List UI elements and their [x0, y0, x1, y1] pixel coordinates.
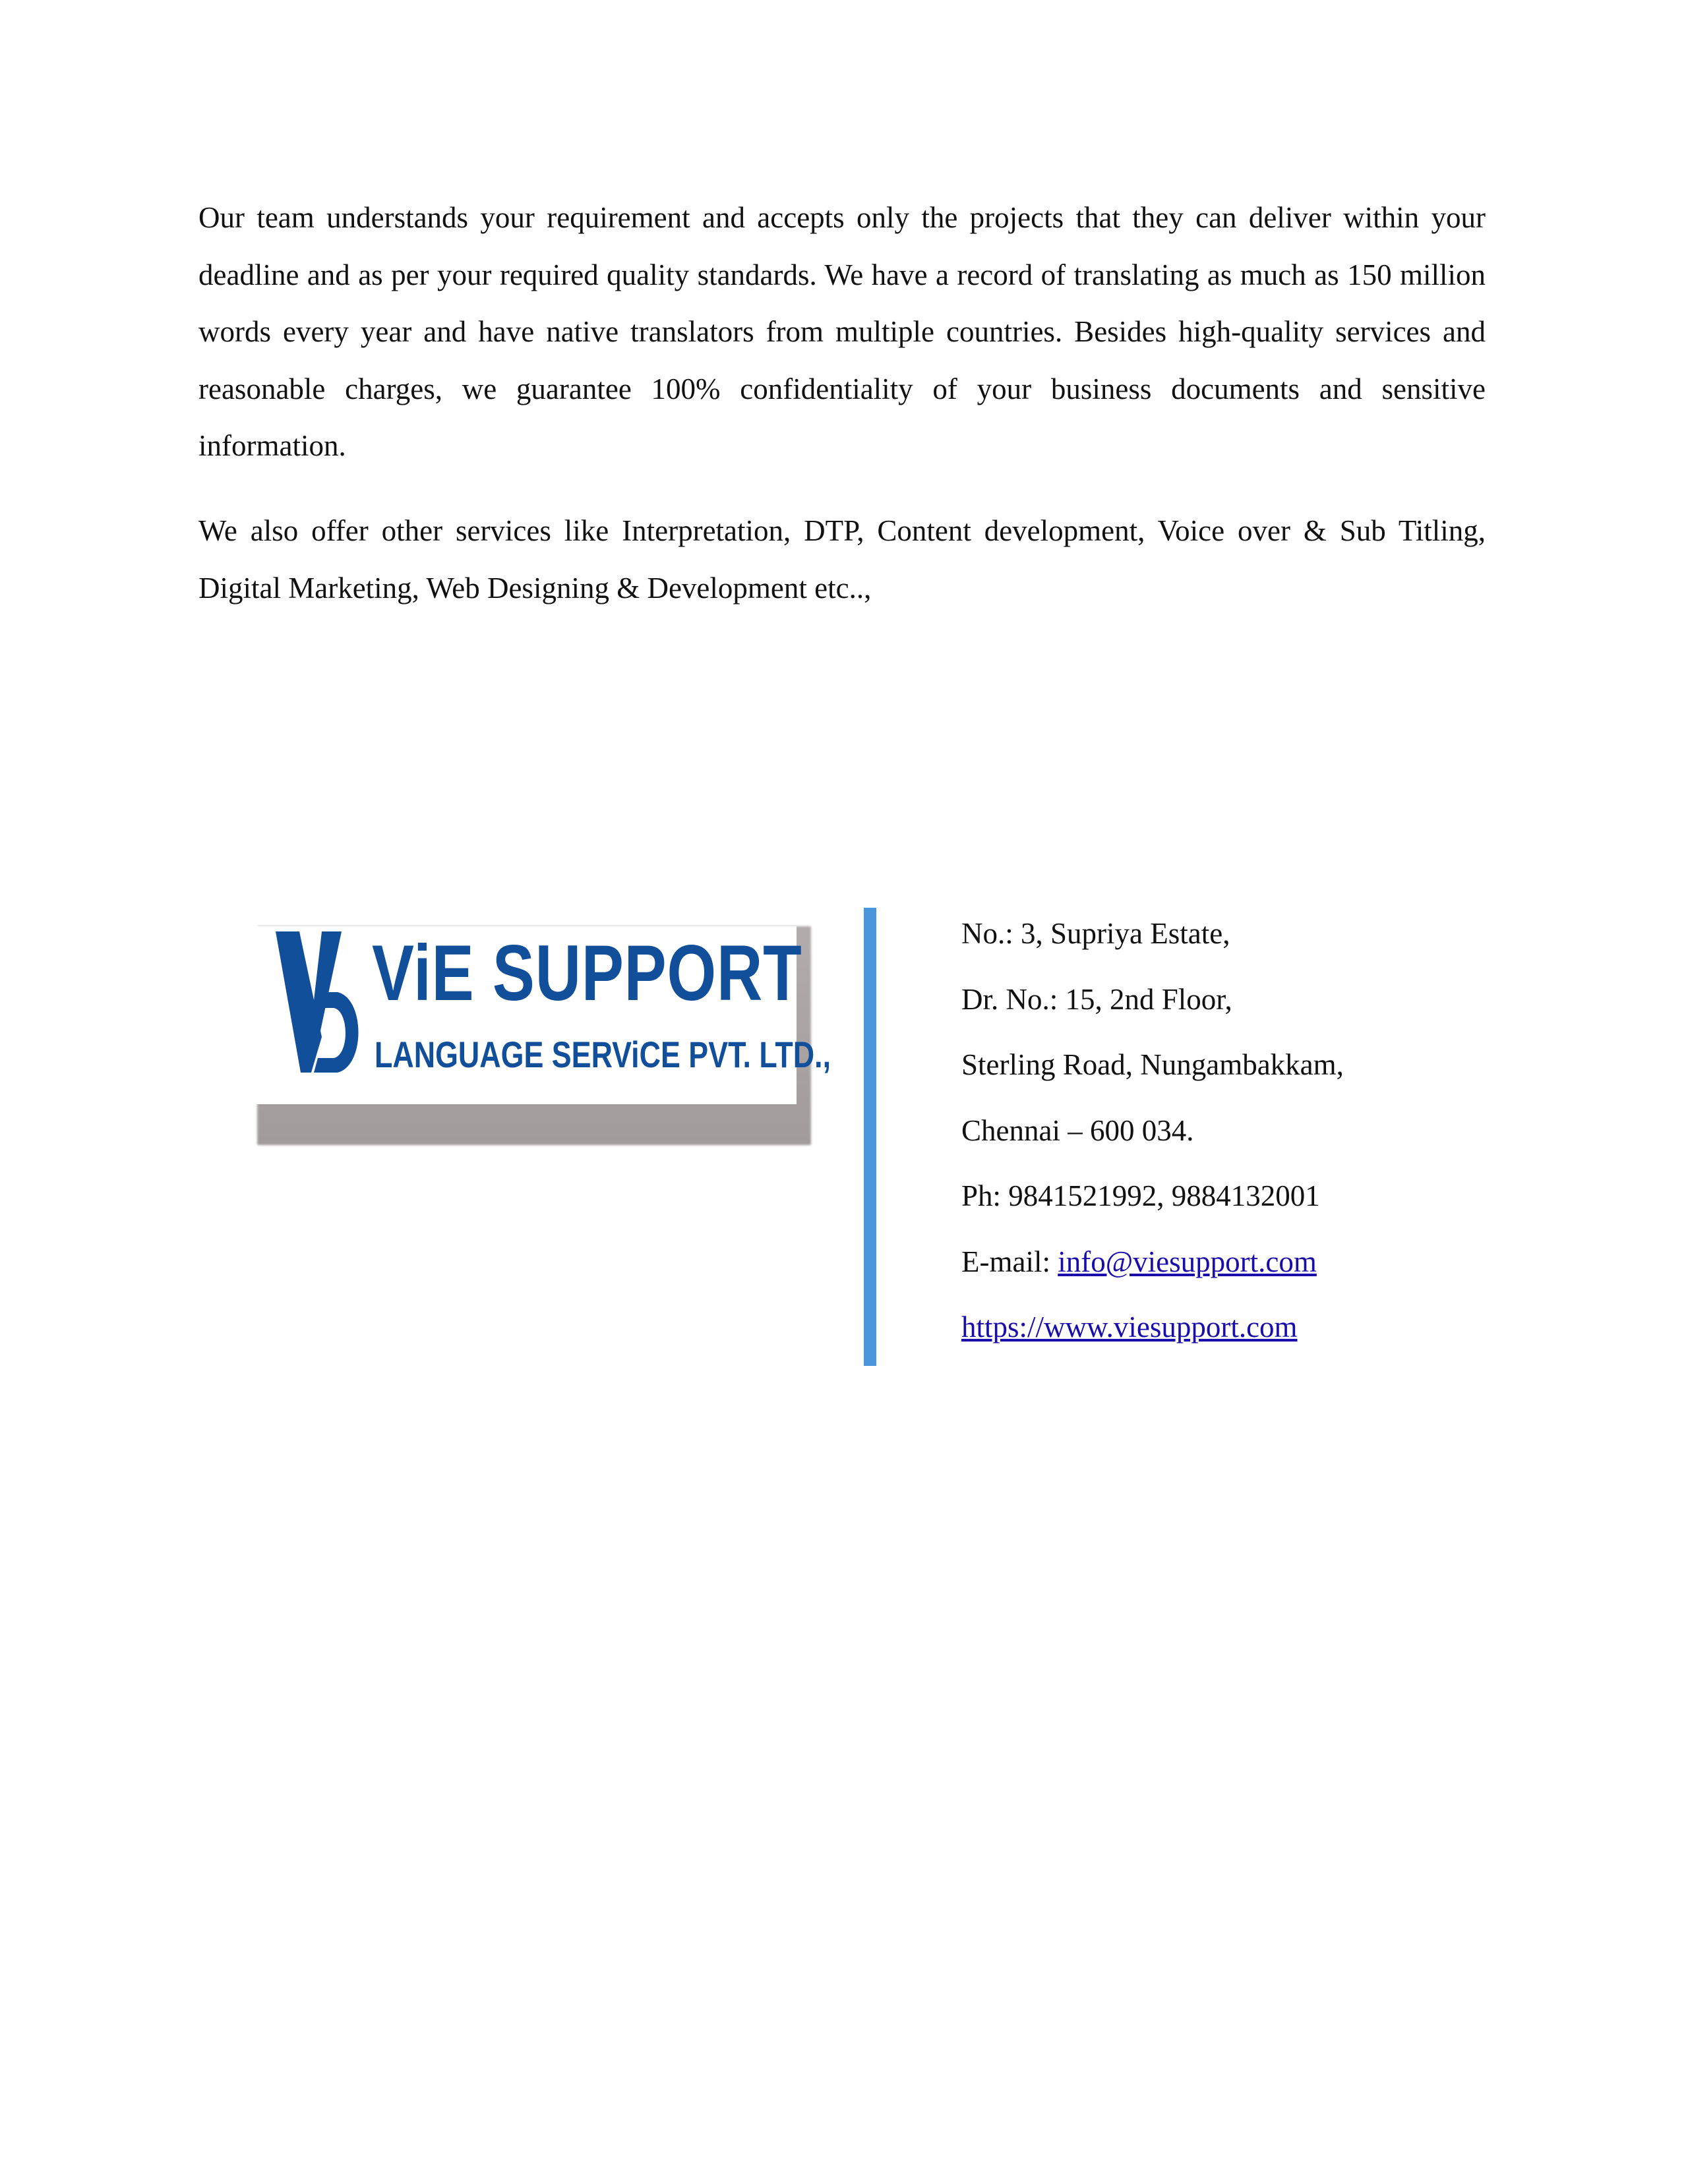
email-label: E-mail:: [961, 1245, 1058, 1278]
address-line: Dr. No.: 15, 2nd Floor,: [961, 982, 1232, 1016]
address-line: No.: 3, Supriya Estate,: [961, 917, 1230, 950]
contact-block: [961, 901, 1344, 1361]
company-logo: [255, 926, 831, 1146]
services-paragraph: We also offer other services like Interpretation, DTP, Content development, Voice over & Sub Titling, Digital Marketing, Web Designing & Development etc..,: [198, 514, 1486, 605]
website-link[interactable]: https://www.viesupport.com: [961, 1311, 1298, 1343]
email-link[interactable]: info@viesupport.com: [1058, 1245, 1317, 1278]
logo-title: ViE SUPPORT: [372, 929, 802, 1017]
logo-subtitle: LANGUAGE SERViCE PVT. LTD.,: [375, 1034, 831, 1075]
phone-numbers: Ph: 9841521992, 9884132001: [961, 1179, 1320, 1212]
website-row: [961, 1295, 1344, 1361]
email-row: [961, 1229, 1344, 1295]
address-line: Chennai – 600 034.: [961, 1113, 1194, 1147]
vertical-divider: [864, 908, 876, 1366]
address-line: Sterling Road, Nungambakkam,: [961, 1048, 1344, 1081]
intro-paragraph: Our team understands your requirement and accepts only the projects that they can deliver within your deadline and as per your required quality standards. We have a record of translating as much as 150 million words every year and have native translators from multiple countries. Besides high-quality services and reasonable charges, we guarantee 100% confidentiality of your business documents and sensitive information.: [198, 201, 1486, 462]
vs-monogram-icon: [273, 926, 365, 1078]
logo-card: [255, 926, 831, 1104]
